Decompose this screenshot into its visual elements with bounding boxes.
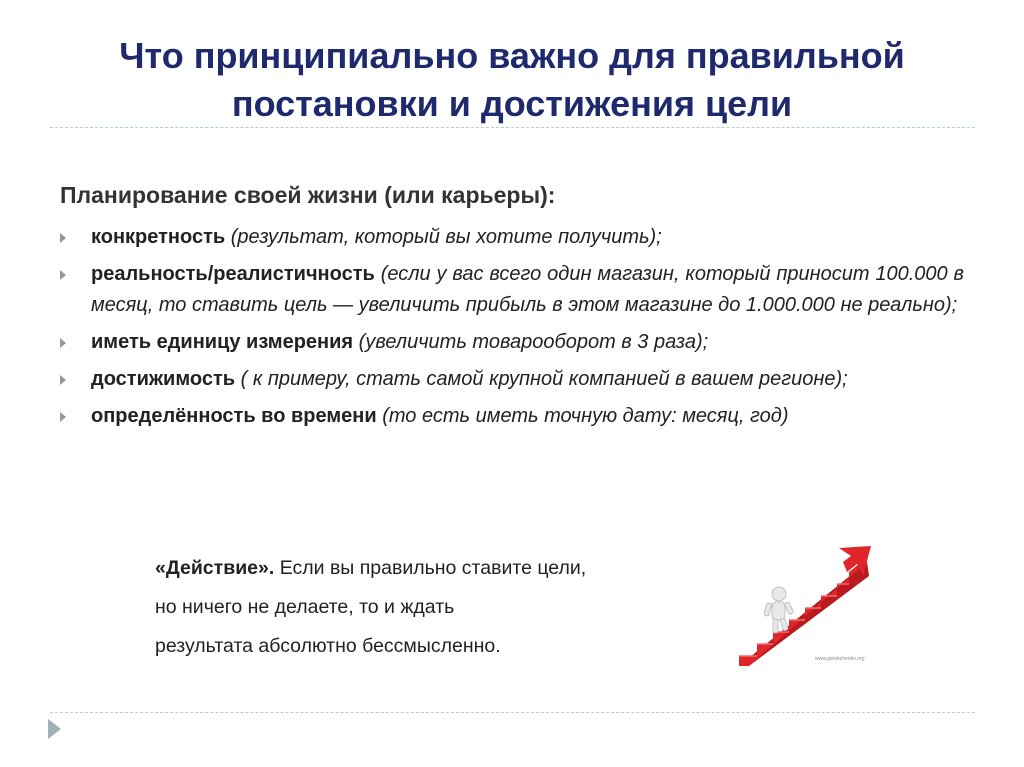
bullet-term: достижимость	[91, 368, 236, 390]
bullet-note: (результат, который вы хотите получить);	[225, 226, 662, 248]
bullet-item	[60, 327, 964, 358]
bullet-arrow-icon	[60, 270, 66, 280]
quote-line-3: результата абсолютно бессмысленно.	[155, 635, 501, 657]
bullet-item	[60, 401, 964, 432]
bullet-term: реальность/реалистичность	[91, 263, 375, 285]
image-credit: www.gorobchenko.org	[815, 656, 865, 662]
bullet-note: (то есть иметь точную дату: месяц, год)	[376, 405, 789, 427]
bullet-arrow-icon	[60, 375, 66, 385]
section-subtitle: Планирование своей жизни (или карьеры):	[60, 182, 556, 208]
bullet-term: конкретность	[91, 226, 226, 248]
bullet-arrow-icon	[60, 412, 66, 422]
bullet-note: ( к примеру, стать самой крупной компанией в вашем регионе);	[235, 368, 848, 390]
quote-bold: «Действие».	[155, 557, 275, 579]
bullet-item	[60, 222, 964, 253]
slide-title	[40, 32, 984, 128]
quote-line-1	[155, 549, 685, 588]
bullet-list	[60, 222, 964, 438]
stairs-illustration	[735, 540, 875, 670]
footer-divider	[50, 712, 975, 713]
next-slide-arrow-icon[interactable]	[48, 719, 61, 739]
bullet-term: иметь единицу измерения	[91, 331, 354, 353]
title-divider	[50, 127, 975, 128]
quote-line-2: но ничего не делаете, то и ждать	[155, 596, 455, 618]
bullet-note: (увеличить товарооборот в 3 раза);	[353, 331, 709, 353]
title-line-1: Что принципиально важно для правильной	[119, 35, 905, 76]
bullet-arrow-icon	[60, 233, 66, 243]
bullet-arrow-icon	[60, 338, 66, 348]
bullet-item	[60, 259, 964, 321]
quote-line-1-rest: Если вы правильно ставите цели,	[274, 557, 587, 579]
bullet-term: определённость во времени	[91, 405, 377, 427]
action-quote	[155, 549, 685, 666]
bullet-item	[60, 364, 964, 395]
bullet-note: (если у вас всего один магазин, который приносит 100.000 в месяц, то ставить цель — увеличить прибыль в этом магазине до 1.000.000 не реально);	[91, 263, 964, 316]
title-line-2: постановки и достижения цели	[231, 83, 793, 124]
